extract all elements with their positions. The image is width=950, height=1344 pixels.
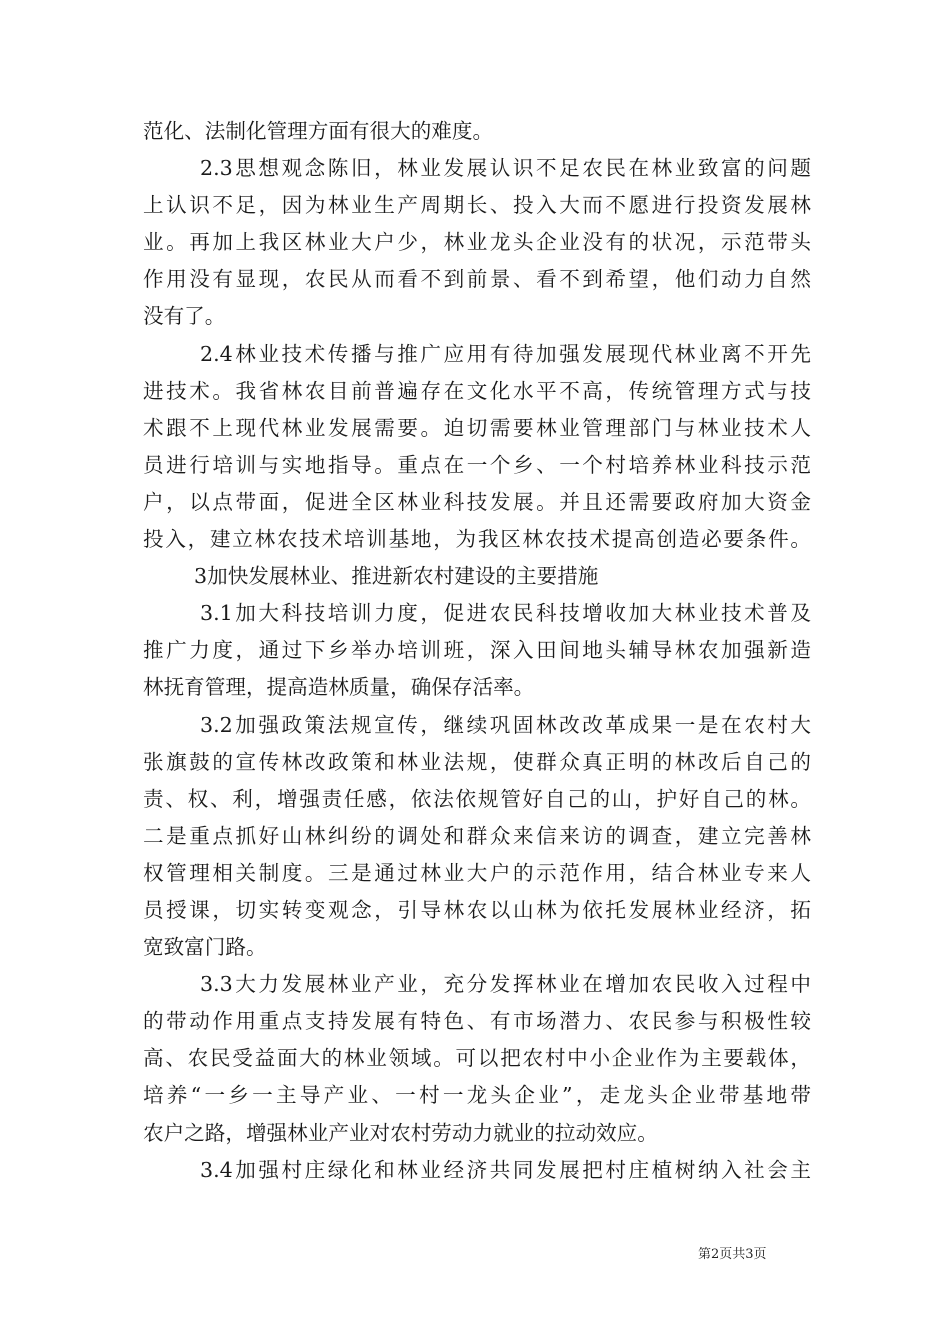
paragraph-line: 农户之路，增强林业产业对农村劳动力就业的拉动效应。 <box>143 1120 658 1145</box>
paragraph-line: 员授课，切实转变观念，引导林农以山林为依托发展林业经济，拓 <box>143 897 811 922</box>
paragraph-line: 员进行培训与实地指导。重点在一个乡、一个村培养林业科技示范 <box>143 452 811 477</box>
paragraph-first-line: 3.2加强政策法规宣传，继续巩固林改改革成果一是在农村大 <box>200 712 811 737</box>
document-body <box>143 113 811 1189</box>
paragraph-line: 术跟不上现代林业发展需要。迫切需要林业管理部门与林业技术人 <box>143 415 811 440</box>
paragraph-line: 的带动作用重点支持发展有特色、有市场潜力、农民参与积极性较 <box>143 1009 811 1034</box>
paragraph-line: 业。再加上我区林业大户少，林业龙头企业没有的状况，示范带头 <box>143 230 811 255</box>
paragraph-line: 没有了。 <box>143 304 226 329</box>
paragraph-line: 高、农民受益面大的林业领域。可以把农村中小企业作为主要载体， <box>143 1046 811 1071</box>
paragraph-line: 责、权、利，增强责任感，依法依规管好自己的山，护好自己的林。 <box>143 786 811 811</box>
page-number: 第2页共3页 <box>698 1247 767 1262</box>
paragraph-line: 进技术。我省林农目前普遍存在文化水平不高，传统管理方式与技 <box>143 378 811 403</box>
paragraph-line: 二是重点抓好山林纠纷的调处和群众来信来访的调查，建立完善林 <box>143 823 811 848</box>
section-heading: 3加快发展林业、推进新农村建设的主要措施 <box>194 564 599 589</box>
paragraph-first-line: 3.1加大科技培训力度，促进农民科技增收加大林业技术普及 <box>200 601 811 626</box>
paragraph-first-line: 3.3大力发展林业产业，充分发挥林业在增加农民收入过程中 <box>200 972 811 997</box>
paragraph-first-line: 3.4加强村庄绿化和林业经济共同发展把村庄植树纳入社会主 <box>200 1157 811 1182</box>
paragraph-line: 林抚育管理，提高造林质量，确保存活率。 <box>143 675 535 700</box>
paragraph-line: 推广力度，通过下乡举办培训班，深入田间地头辅导林农加强新造 <box>143 638 811 663</box>
paragraph-line: 张旗鼓的宣传林改政策和林业法规，使群众真正明的林改后自己的 <box>143 749 811 774</box>
paragraph-line: 上认识不足，因为林业生产周期长、投入大而不愿进行投资发展林 <box>143 193 811 218</box>
paragraph-first-line: 2.3思想观念陈旧，林业发展认识不足农民在林业致富的问题 <box>200 156 811 181</box>
paragraph-line: 权管理相关制度。三是通过林业大户的示范作用，结合林业专来人 <box>143 860 811 885</box>
paragraph-line: 作用没有显现，农民从而看不到前景、看不到希望，他们动力自然 <box>143 267 811 292</box>
paragraph-line: 范化、法制化管理方面有很大的难度。 <box>143 119 494 143</box>
paragraph-line: 户，以点带面，促进全区林业科技发展。并且还需要政府加大资金 <box>143 489 811 514</box>
paragraph-line: 投入，建立林农技术培训基地，为我区林农技术提高创造必要条件。 <box>143 527 811 552</box>
paragraph-first-line: 2.4林业技术传播与推广应用有待加强发展现代林业离不开先 <box>200 341 811 366</box>
paragraph-line: 培养“一乡一主导产业、一村一龙头企业”，走龙头企业带基地带 <box>143 1083 811 1108</box>
paragraph-line: 宽致富门路。 <box>143 935 267 960</box>
